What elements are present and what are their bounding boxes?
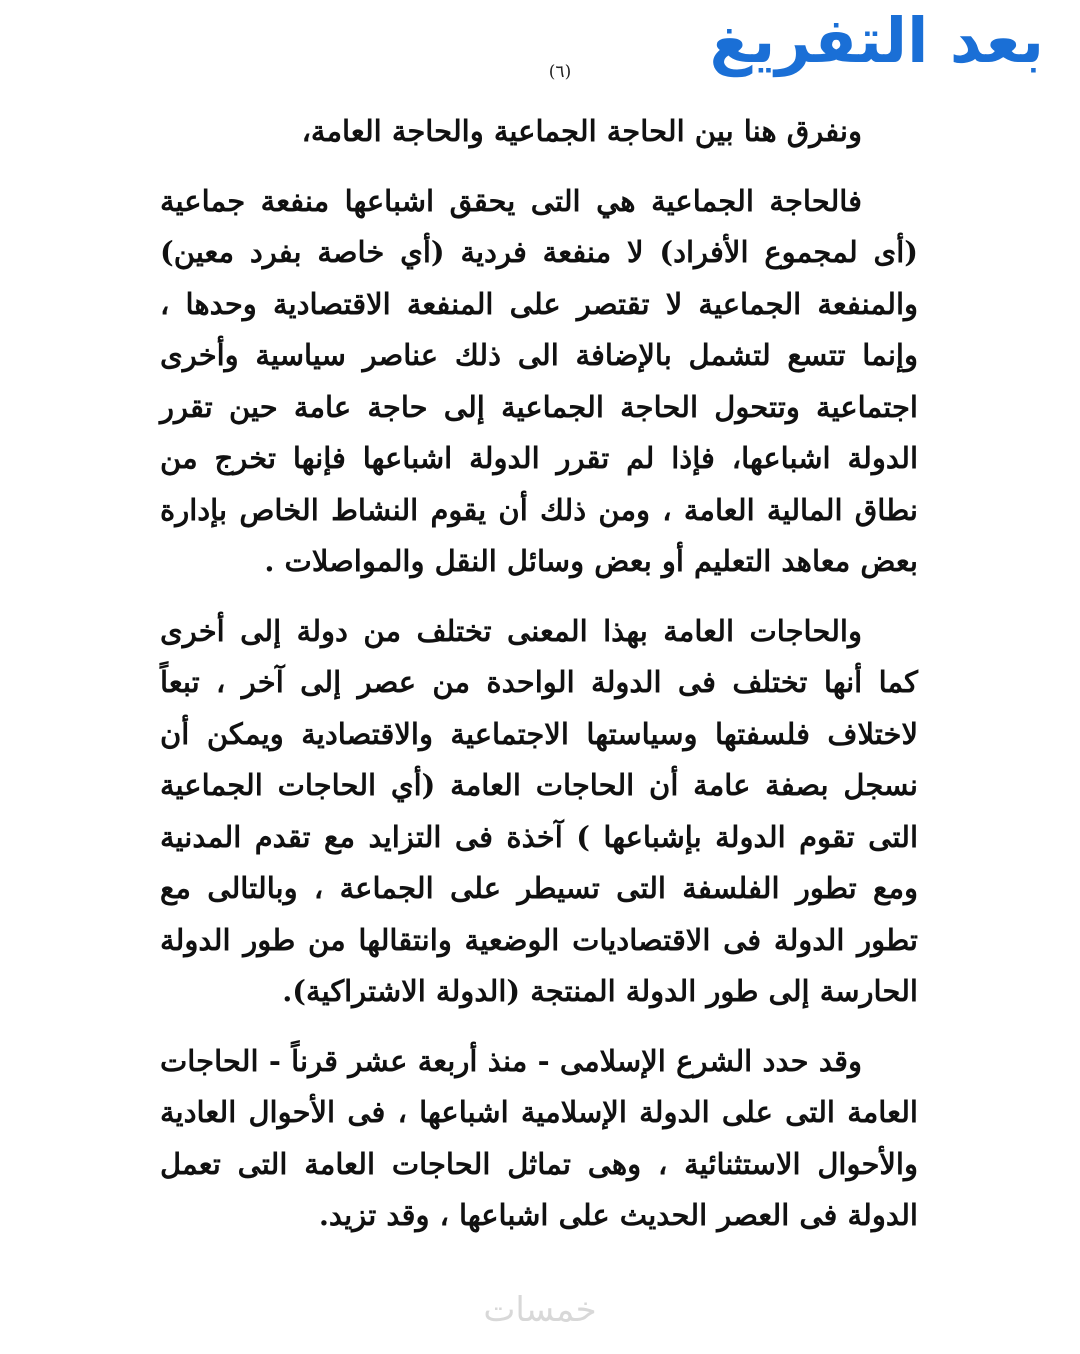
paragraph-collective-need: فالحاجة الجماعية هي التى يحقق اشباعها منفعة جماعية (أى لمجموع الأفراد) لا منفعة فردية (أي خاصة بفرد معين) والمنفعة الجماعية لا تقتصر على المنفعة الاقتصادية وحدها ، وإنما تتسع لتشمل بالإضافة الى ذلك عناصر سياسية وأخرى اجتماعية وتتحول الحاجة الجماعية إلى حاجة عامة حين تقرر الدولة اشباعها، فإذا لم تقرر الدولة اشباعها فإنها تخرج من نطاق المالية العامة ، ومن ذلك أن يقوم النشاط الخاص بإدارة بعض معاهد التعليم أو بعض وسائل النقل والمواصلات . (160, 183, 918, 578)
page-number: (٦) (548, 62, 572, 82)
paragraph-islamic-law: وقد حدد الشرع الإسلامى - منذ أربعة عشر قرناً - الحاجات العامة التى على الدولة الإسلامية اشباعها ، فى الأحوال العادية والأحوال الاستثنائية ، وهى تماثل الحاجات العامة التى تعمل الدولة فى العصر الحديث على اشباعها ، وقد تزيد. (160, 1043, 918, 1232)
document-body (160, 106, 918, 1242)
paragraph-intro: ونفرق هنا بين الحاجة الجماعية والحاجة العامة، (301, 114, 862, 148)
paragraph-public-needs: والحاجات العامة بهذا المعنى تختلف من دولة إلى أخرى كما أنها تختلف فى الدولة الواحدة من عصر إلى آخر ، تبعاً لاختلاف فلسفتها وسياستها الاجتماعية والاقتصادية ويمكن أن نسجل بصفة عامة أن الحاجات العامة (أي الحاجات الجماعية التى تقوم الدولة بإشباعها ) آخذة فى التزايد مع تقدم المدنية ومع تطور الفلسفة التى تسيطر على الجماعة ، وبالتالى مع تطور الدولة فى الاقتصاديات الوضعية وانتقالها من طور الدولة الحارسة إلى طور الدولة المنتجة (الدولة الاشتراكية). (160, 613, 918, 1008)
handwritten-stamp-title: بعد التفريغ (709, 4, 1044, 77)
watermark-logo: خمسات (483, 1290, 597, 1330)
